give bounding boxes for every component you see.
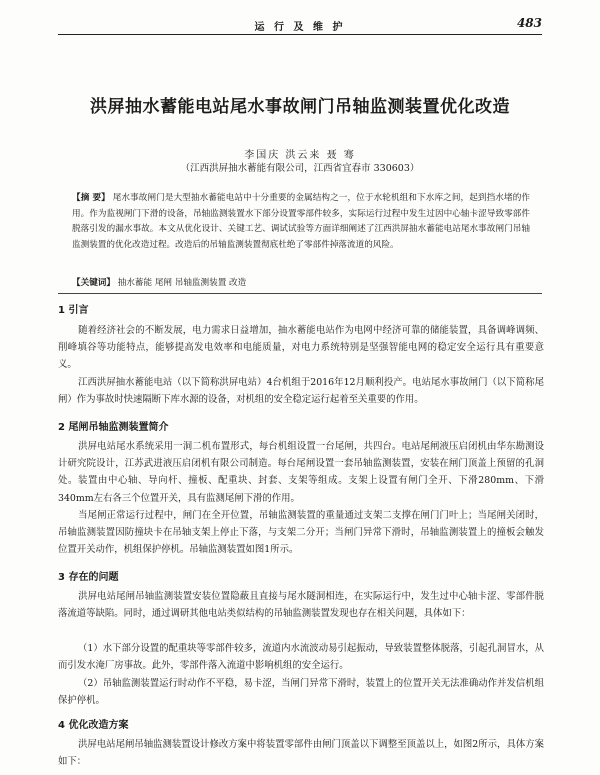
keywords-label: 【关键词】	[72, 278, 115, 288]
abstract-text: 尾水事故闸门是大型抽水蓄能电站中十分重要的金属结构之一，位于水轮机组和下水库之间，起到挡水堵的作用。作为监视闸门下滑的设备，吊轴监测装置水下部分设置零部件较多，实际运行过程中发生过因中心轴卡涩导致零部件脱落引发的漏水事故。本文从优化设计、关键工艺、调试试验等方面详细阐述了江西洪屏抽水蓄能电站尾水事故闸门吊轴监测装置的优化改造过程。改造后的吊轴监测装置彻底杜绝了零部件掉落流道的风险。	[72, 193, 530, 250]
authors: 李国庆 洪云来 聂 骞	[244, 150, 356, 161]
running-header	[58, 14, 542, 35]
section-heading-scheme: 4 优化改造方案	[58, 720, 129, 731]
paragraph: （1）水下部分设置的配重块等零部件较多，流道内水流波动易引起振动，导致装置整体脱落，引起孔洞冒水，从而引发水淹厂房事故。此外，零部件落入流道中影响机组的安全运行。	[58, 643, 544, 672]
affiliation: （江西洪屏抽水蓄能有限公司，江西省宜春市 330603）	[180, 163, 420, 174]
paper-title: 洪屏抽水蓄能电站尾水事故闸门吊轴监测装置优化改造	[90, 97, 510, 117]
section-heading-overview: 2 尾闸吊轴监测装置简介	[58, 422, 169, 433]
page-number: 483	[516, 16, 542, 30]
abstract-label: 【摘 要】	[72, 193, 110, 203]
divider	[58, 293, 542, 294]
paragraph: 江西洪屏抽水蓄能电站（以下简称洪屏电站）4台机组于2016年12月顺利投产。电站尾水事故闸门（以下简称尾闸）作为事故时快速隔断下库水源的设备，对机组的安全稳定运行起着至关重要的作用。	[58, 377, 544, 406]
paragraph: 随着经济社会的不断发展，电力需求日益增加，抽水蓄能电站作为电网中经济可靠的储能装置，具备调峰调频、削峰填谷等功能特点，能够提高发电效率和电能质量，对电力系统特别是坚强智能电网的稳定安全运行具有重要意义。	[58, 325, 544, 371]
section-heading-problems: 3 存在的问题	[58, 572, 119, 583]
paragraph: 洪屏电站尾水系统采用一洞二机布置形式，每台机组设置一台尾闸，共四台。电站尾闸液压启闭机由华东勘测设计研究院设计，江苏武进液压启闭机有限公司制造。每台尾闸设置一套吊轴监测装置，安装在闸门顶盖上预留的孔洞处。装置由中心轴、导向杆、撞板、配重块、封套、支架等组成。支架上设置有闸门全开、下滑280mm、下滑340mm左右各三个位置开关，具有监测尾闸下滑的作用。	[58, 441, 544, 504]
paragraph: 洪屏电站尾闸吊轴监测装置设计修改方案中将装置零部件由闸门顶盖以下调整至顶盖以上，如图2所示，具体方案如下：	[58, 739, 544, 768]
abstract	[72, 191, 530, 253]
keywords	[72, 276, 530, 288]
paragraph: （2）吊轴监测装置运行时动作不平稳，易卡涩，当闸门异常下滑时，装置上的位置开关无法准确动作并发信机组保护停机。	[58, 678, 544, 707]
paragraph: 当尾闸正常运行过程中，闸门在全开位置，吊轴监测装置的重量通过支架二支撑在闸门门叶上；当尾闸关闭时，吊轴监测装置因防撞块卡在吊轴支架上停止下落，与支架二分开；当闸门异常下滑时，吊轴监测装置上的撞板会触发位置开关动作，机组保护停机。吊轴监测装置如图1所示。	[58, 510, 544, 556]
keywords-text: 抽水蓄能 尾闸 吊轴监测装置 改造	[117, 278, 247, 288]
section-heading-intro: 1 引言	[58, 305, 89, 316]
paragraph: 洪屏电站尾闸吊轴监测装置安装位置隐蔽且直接与尾水隧洞相连，在实际运行中，发生过中心轴卡涩、零部件脱落流道等缺陷。同时，通过调研其他电站类似结构的吊轴监测装置发现也存在相关问题，具体如下：	[58, 591, 544, 620]
column-title: 运 行 及 维 护	[254, 22, 346, 33]
